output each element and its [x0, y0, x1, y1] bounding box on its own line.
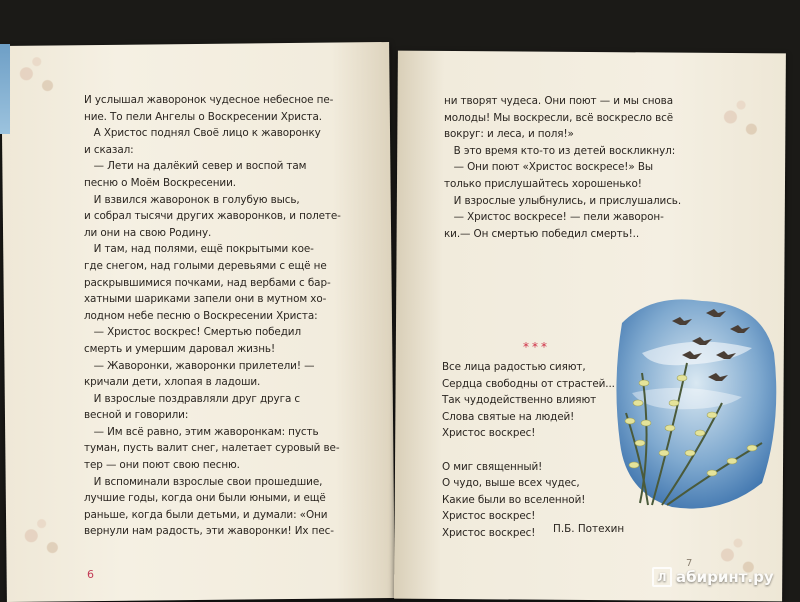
- text-line: А Христос поднял Своё лицо к жаворонку: [84, 127, 321, 140]
- section-separator: ***: [523, 340, 550, 354]
- text-line: вокруг: и леса, и поля!»: [444, 128, 574, 141]
- text-line: [442, 442, 615, 459]
- text-line: И вспоминали взрослые свои прошедшие,: [84, 475, 323, 488]
- text-line: тер — они поют свою песню.: [84, 459, 240, 472]
- text-line: — Христос воскресе! — пели жаворон-: [444, 211, 664, 224]
- willow-and-birds-illustration: [612, 293, 780, 515]
- poem: [442, 359, 615, 542]
- text-line: Христос воскрес!: [442, 526, 536, 539]
- text-line: лучшие годы, когда они были юными, и ещё: [84, 492, 326, 505]
- floral-ornament: [5, 49, 76, 110]
- text-line: О миг священный!: [442, 460, 543, 473]
- text-line: О чудо, выше всех чудес,: [442, 477, 580, 490]
- floral-ornament: [10, 511, 81, 572]
- text-line: И взвился жаворонок в голубую высь,: [84, 193, 300, 206]
- text-line: И услышал жаворонок чудесное небесное пе-: [84, 94, 334, 106]
- text-line: ние. То пели Ангелы о Воскресении Христа.: [84, 110, 322, 123]
- text-line: только прислушайтесь хорошенько!: [444, 177, 642, 190]
- text-line: ки.— Он смертью победил смерть!..: [444, 227, 640, 240]
- text-line: ли они на свою Родину.: [84, 226, 212, 239]
- text-line: хатными шариками запели они в мутном хо-: [84, 293, 327, 306]
- labirint-watermark: [652, 566, 774, 588]
- right-page-text: [444, 93, 681, 242]
- text-line: где снегом, над голыми деревьями с ещё не: [84, 259, 327, 272]
- text-line: В это время кто-то из детей воскликнул:: [444, 144, 676, 157]
- text-line: Так чудодейственно влияют: [442, 394, 597, 407]
- text-line: смерть и умершим даровал жизнь!: [84, 342, 276, 355]
- text-line: молоды! Мы воскресли, всё воскресло всё: [444, 111, 674, 124]
- text-line: вернули нам радость, эти жаворонки! Их пес-: [84, 525, 334, 538]
- text-line: И там, над полями, ещё покрытыми кое-: [84, 243, 314, 256]
- text-line: весной и говорили:: [84, 409, 189, 422]
- floral-ornament: [709, 93, 779, 153]
- poem-author: П.Б. Потехин: [553, 523, 625, 535]
- watermark-text: абиринт.ру: [676, 568, 774, 586]
- text-line: — Жаворонки, жаворонки прилетели! —: [84, 359, 315, 372]
- left-page-text: [84, 92, 341, 540]
- text-line: раньше, когда были детьми, и думали: «Они: [84, 508, 328, 521]
- text-line: — Христос воскрес! Смертью победил: [84, 326, 301, 339]
- text-line: И взрослые улыбнулись, и прислушались.: [444, 194, 682, 207]
- text-line: — Они поют «Христос воскресе!» Вы: [444, 161, 653, 174]
- text-line: — Им всё равно, этим жаворонкам: пусть: [84, 425, 319, 438]
- text-line: Какие были во вселенной!: [442, 493, 586, 506]
- text-line: Христос воскрес!: [442, 510, 536, 523]
- text-line: лодном небе песню о Воскресении Христа:: [84, 309, 318, 322]
- page-number-left: 6: [87, 568, 94, 581]
- text-line: песню о Моём Воскресении.: [84, 176, 236, 189]
- text-line: Слова святые на людей!: [442, 410, 575, 423]
- cover-edge: [0, 44, 10, 134]
- text-line: и собрал тысячи других жаворонков, и полете-: [84, 210, 341, 223]
- text-line: — Лети на далёкий север и воспой там: [84, 160, 307, 173]
- text-line: туман, пусть валит снег, налетает суровый ве-: [84, 442, 340, 455]
- text-line: раскрывшимися почками, над вербами с бар-: [84, 276, 331, 289]
- text-line: Христос воскрес!: [442, 427, 536, 440]
- text-line: Все лица радостью сияют,: [442, 361, 586, 373]
- text-line: Сердца свободны от страстей...: [442, 377, 615, 390]
- text-line: И взрослые поздравляли друг друга с: [84, 392, 301, 405]
- text-line: кричали дети, хлопая в ладоши.: [84, 376, 261, 389]
- page-number-right: 7: [686, 558, 693, 569]
- text-line: ни творят чудеса. Они поют — и мы снова: [444, 95, 673, 107]
- text-line: и сказал:: [84, 143, 134, 156]
- labirint-logo-icon: Л: [652, 567, 672, 587]
